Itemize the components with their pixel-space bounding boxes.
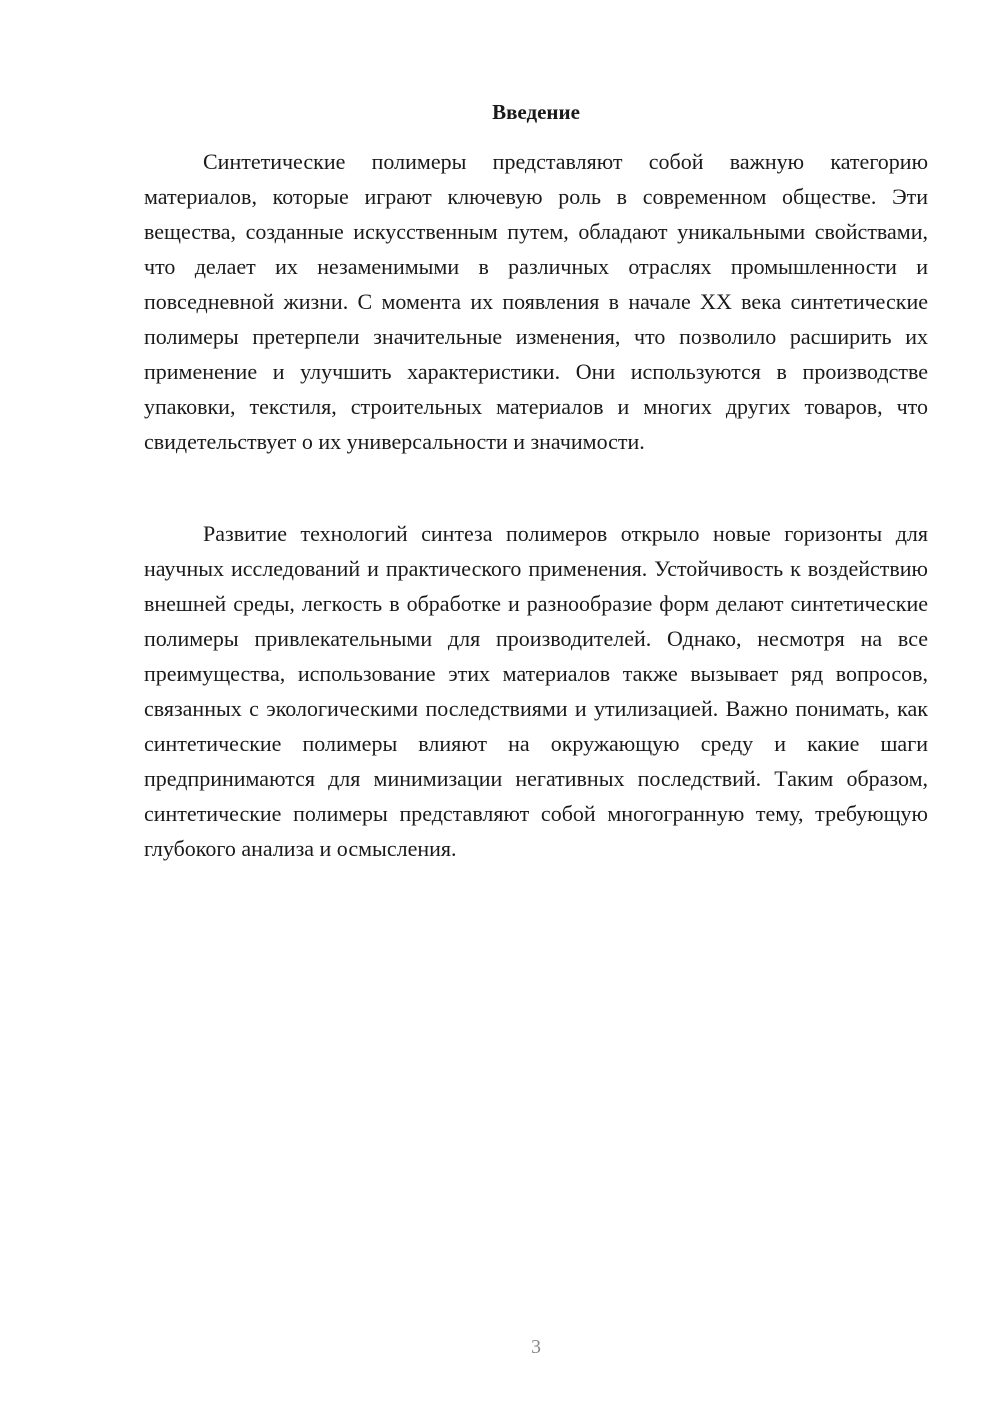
page-number: 3 — [531, 1336, 541, 1358]
paragraph-2: Развитие технологий синтеза полимеров открыло новые горизонты для научных исследований и практического применения. Устойчивость к воздействию внешней среды, легкость в обработке и разнообразие форм делают синтетические полимеры привлекательными для производителей. Однако, несмотря на все преимущества, использование этих материалов также вызывает ряд вопросов, связанных с экологическими последствиями и утилизацией. Важно понимать, как синтетические полимеры влияют на окружающую среду и какие шаги предпринимаются для минимизации негативных последствий. Таким образом, синтетические полимеры представляют собой многогранную тему, требующую глубокого анализа и осмысления. — [144, 521, 928, 861]
paragraph-1: Синтетические полимеры представляют собой важную категорию материалов, которые играют ключевую роль в современном обществе. Эти вещества, созданные искусственным путем, обладают уникальными свойствами, что делает их незаменимыми в различных отраслях промышленности и повседневной жизни. С момента их появления в начале XX века синтетические полимеры претерпели значительные изменения, что позволило расширить их применение и улучшить характеристики. Они используются в производстве упаковки, текстиля, строительных материалов и многих других товаров, что свидетельствует о их универсальности и значимости. — [144, 149, 928, 454]
section-heading: Введение — [492, 100, 580, 124]
